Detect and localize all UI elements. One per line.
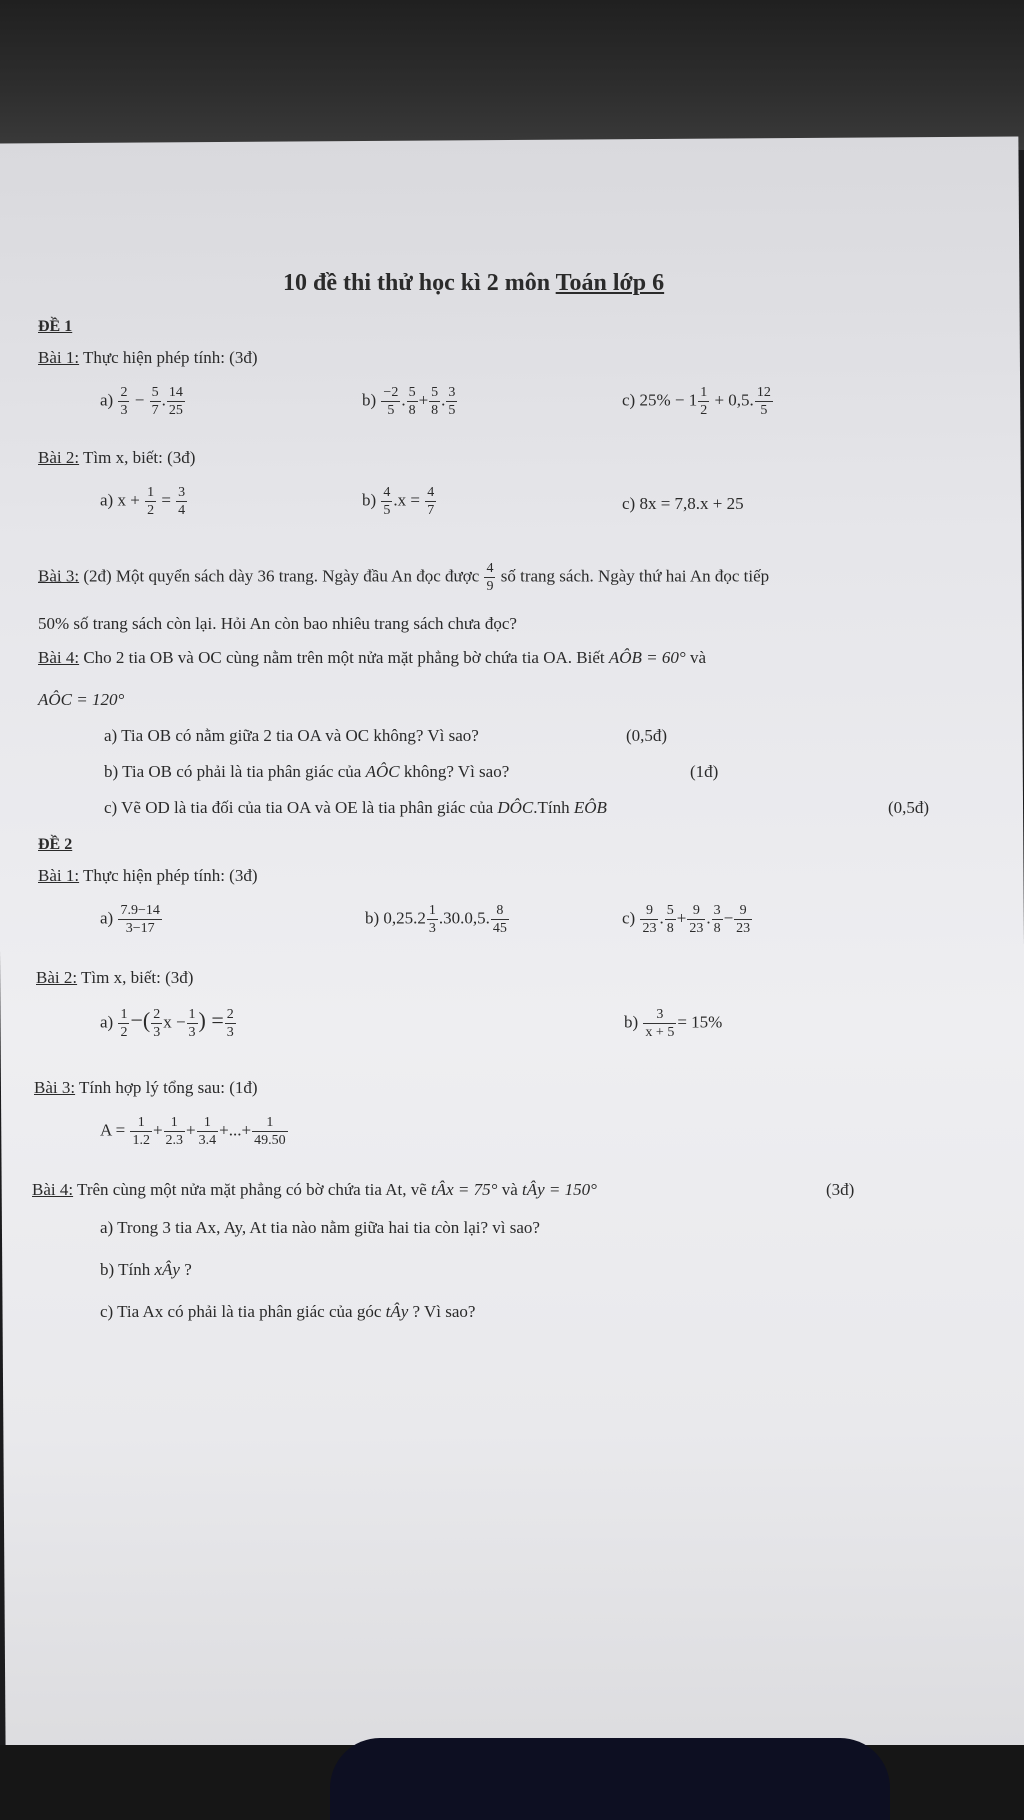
denominator: 5 bbox=[448, 403, 456, 418]
angle-expr: EÔB bbox=[573, 798, 607, 817]
item-label: c) bbox=[622, 494, 636, 513]
item-label: b) bbox=[362, 390, 377, 410]
de1-bai4-a-points: (0,5đ) bbox=[626, 726, 668, 745]
expr-text: x − bbox=[163, 1012, 186, 1032]
bai-text: Tính hợp lý tổng sau: (1đ) bbox=[75, 1078, 258, 1097]
angle-expr: AÔC bbox=[365, 762, 400, 781]
numerator: 2 bbox=[153, 1007, 161, 1022]
bai-label: Bài 4: bbox=[32, 1180, 74, 1199]
fraction bbox=[164, 1114, 186, 1149]
bai-label: Bài 1: bbox=[38, 348, 80, 367]
fraction bbox=[167, 384, 185, 419]
numerator: 3 bbox=[178, 485, 186, 500]
expr-text: 0,25.2 bbox=[383, 908, 426, 928]
document-title bbox=[283, 270, 664, 297]
fraction bbox=[252, 1114, 288, 1149]
fraction bbox=[118, 902, 161, 937]
item-label: b) bbox=[624, 1012, 639, 1032]
denominator: 8 bbox=[408, 403, 416, 418]
fraction bbox=[197, 1114, 219, 1149]
item-label: a) bbox=[100, 490, 114, 510]
fraction bbox=[118, 1006, 129, 1041]
fraction bbox=[150, 384, 161, 419]
de1-bai4-b-points: (1đ) bbox=[690, 762, 719, 781]
numerator: 4 bbox=[486, 561, 494, 576]
fraction bbox=[712, 902, 723, 937]
de1-bai4-c-points: (0,5đ) bbox=[888, 798, 930, 817]
operator: ) = bbox=[198, 1007, 224, 1033]
denominator: 25 bbox=[168, 403, 183, 418]
bai-label: Bài 3: bbox=[34, 1078, 76, 1097]
numerator: 1 bbox=[197, 1114, 219, 1132]
bai-text: Cho 2 tia OB và OC cùng nằm trên một nửa mặt phẳng bờ chứa tia OA. Biết bbox=[79, 648, 605, 667]
de1-bai3-line2: 50% số trang sách còn lại. Hỏi An còn bao nhiêu trang sách chưa đọc? bbox=[38, 614, 517, 633]
operator: . bbox=[161, 390, 166, 410]
bai-label: Bài 3: bbox=[38, 566, 80, 586]
denominator: 2.3 bbox=[165, 1133, 184, 1148]
title-subject: Toán lớp 6 bbox=[555, 270, 665, 296]
de1-bai4-line1 bbox=[38, 648, 706, 668]
fraction bbox=[491, 902, 509, 937]
operator: . bbox=[401, 390, 406, 410]
de2-bai4-b bbox=[100, 1260, 192, 1280]
fraction bbox=[225, 1006, 236, 1041]
expr-text: 8x = 7,8.x + 25 bbox=[639, 494, 744, 513]
expr-text: +...+ bbox=[219, 1120, 252, 1140]
denominator: 7 bbox=[427, 503, 435, 518]
de1-bai2-a bbox=[100, 484, 188, 519]
de1-bai4-c bbox=[104, 798, 607, 818]
bai-text: Tìm x, biết: (3đ) bbox=[79, 448, 196, 467]
item-label: b) bbox=[365, 908, 380, 928]
de2-bai1-b bbox=[365, 902, 510, 937]
de1-heading: ĐỀ 1 bbox=[38, 318, 73, 335]
numerator: 9 bbox=[640, 902, 658, 920]
numerator: 5 bbox=[408, 385, 416, 400]
fraction bbox=[643, 1006, 676, 1041]
bai-text: Tìm x, biết: (3đ) bbox=[77, 968, 194, 987]
denominator: 3−17 bbox=[125, 921, 155, 936]
numerator: 1 bbox=[428, 903, 436, 918]
de2-bai4-points: (3đ) bbox=[826, 1180, 855, 1199]
denominator: 4 bbox=[178, 503, 186, 518]
fraction bbox=[151, 1006, 162, 1041]
numerator: 5 bbox=[666, 903, 674, 918]
operator: . bbox=[706, 908, 711, 928]
item-text: ? bbox=[184, 1260, 192, 1279]
item-text: c) Vẽ OD là tia đối của tia OA và OE là tia phân giác của bbox=[104, 798, 494, 817]
denominator: 8 bbox=[713, 921, 721, 936]
operator: . bbox=[659, 908, 664, 928]
angle-expr: AÔB = 60° bbox=[608, 648, 686, 667]
numerator: 9 bbox=[734, 902, 752, 920]
expr-text: .x = bbox=[393, 490, 421, 510]
expr-text: = 15% bbox=[677, 1012, 723, 1032]
denominator: 2 bbox=[147, 503, 155, 518]
de2-heading: ĐỀ 2 bbox=[38, 836, 73, 853]
denominator: 5 bbox=[387, 403, 395, 418]
de1-bai1-a bbox=[100, 384, 186, 419]
expr-text: x + bbox=[117, 490, 140, 510]
fraction bbox=[755, 384, 773, 419]
numerator: 1 bbox=[147, 485, 155, 500]
expr-text: 25% − 1 bbox=[639, 390, 698, 410]
bai-label: Bài 2: bbox=[36, 968, 78, 987]
bai-label: Bài 4: bbox=[38, 648, 80, 667]
numerator: 3 bbox=[713, 903, 721, 918]
item-text: c) Tia Ax có phải là tia phân giác của góc bbox=[100, 1302, 382, 1321]
expr-text: + 0,5. bbox=[714, 390, 754, 410]
operator: −( bbox=[130, 1007, 151, 1033]
de2-bai3-expr: A = $\frac{1}{1.2}$ + $\frac{1}{2.3}$ + $\frac{1}{3.4}$ +...+ $\frac{1}{49.50}$ bbox=[100, 1115, 286, 1148]
de1-bai1-heading bbox=[38, 348, 258, 368]
denominator: 1.2 bbox=[132, 1133, 150, 1148]
denominator: 49.50 bbox=[254, 1133, 286, 1148]
fraction bbox=[429, 384, 440, 419]
denominator: 5 bbox=[760, 403, 768, 418]
fraction bbox=[734, 902, 752, 937]
bai-label: Bài 1: bbox=[38, 866, 80, 885]
de2-bai4-line1 bbox=[32, 1180, 597, 1200]
item-label: a) bbox=[100, 390, 114, 410]
bai-text: Thực hiện phép tính: (3đ) bbox=[79, 348, 258, 367]
de2-bai3-heading bbox=[34, 1078, 258, 1098]
item-label: c) bbox=[622, 908, 636, 928]
fraction bbox=[484, 560, 495, 595]
fraction bbox=[118, 384, 129, 419]
numerator: −2 bbox=[383, 385, 399, 400]
numerator: 3 bbox=[448, 385, 456, 400]
numerator: 5 bbox=[151, 385, 159, 400]
de2-bai1-a bbox=[100, 902, 163, 937]
title-prefix: 10 đề thi thử học kì 2 môn bbox=[283, 270, 556, 296]
numerator: 2 bbox=[226, 1007, 234, 1022]
de1-bai2-heading bbox=[38, 448, 195, 468]
denominator: 3 bbox=[120, 403, 128, 418]
de2-bai1-c bbox=[622, 902, 753, 937]
item-text: ? Vì sao? bbox=[412, 1302, 476, 1321]
numerator: 8 bbox=[491, 902, 509, 920]
angle-expr: tÂx = 75° bbox=[431, 1180, 498, 1199]
denominator: 5 bbox=[383, 503, 391, 518]
fraction bbox=[687, 902, 705, 937]
de2-bai2-heading bbox=[36, 968, 193, 988]
bai-text: Thực hiện phép tính: (3đ) bbox=[79, 866, 258, 885]
item-text: b) Tính bbox=[100, 1260, 151, 1279]
numerator: 4 bbox=[383, 485, 391, 500]
fraction bbox=[665, 902, 676, 937]
angle-expr: DÔC bbox=[497, 798, 534, 817]
denominator: 45 bbox=[492, 921, 507, 936]
de1-bai4-angle: AÔC = 120° bbox=[38, 690, 125, 709]
denominator: 3 bbox=[226, 1025, 234, 1040]
fraction bbox=[640, 902, 658, 937]
item-label: c) bbox=[622, 390, 636, 410]
item-label: a) bbox=[100, 1012, 114, 1032]
numerator: 1 bbox=[700, 385, 708, 400]
numerator: 9 bbox=[687, 902, 705, 920]
denominator: 3.4 bbox=[198, 1133, 217, 1148]
denominator: 3 bbox=[153, 1025, 161, 1040]
de2-bai2-b bbox=[624, 1006, 722, 1041]
operator: − bbox=[723, 908, 734, 928]
item-text: .Tính bbox=[533, 798, 570, 817]
de2-bai4-a: a) Trong 3 tia Ax, Ay, At tia nào nằm giữa hai tia còn lại? vì sao? bbox=[100, 1218, 540, 1237]
de2-bai1-heading bbox=[38, 866, 258, 886]
bai-text: và bbox=[689, 648, 706, 667]
de1-bai1-c bbox=[622, 384, 774, 419]
expr-text: .30.0,5. bbox=[438, 908, 490, 928]
numerator: 2 bbox=[120, 385, 128, 400]
denominator: 23 bbox=[736, 921, 751, 936]
fraction bbox=[381, 384, 400, 419]
denominator: x + 5 bbox=[645, 1025, 675, 1040]
de1-bai3-line1 bbox=[38, 560, 769, 595]
bai-text: Trên cùng một nửa mặt phẳng có bờ chứa tia At, vẽ bbox=[73, 1180, 427, 1199]
fraction bbox=[698, 384, 709, 419]
item-label: a) bbox=[100, 908, 114, 928]
operator: − bbox=[134, 390, 145, 410]
expr-text: A = bbox=[100, 1120, 126, 1140]
fraction bbox=[381, 484, 392, 519]
operator: + bbox=[676, 908, 687, 928]
denominator: 3 bbox=[428, 921, 436, 936]
bai-text: (2đ) Một quyển sách dày 36 trang. Ngày đầu An đọc được bbox=[79, 566, 480, 586]
fraction bbox=[425, 484, 436, 519]
numerator: 1 bbox=[130, 1114, 152, 1132]
bai-label: Bài 2: bbox=[38, 448, 80, 467]
fraction bbox=[407, 384, 418, 419]
de1-bai4-a: a) Tia OB có nằm giữa 2 tia OA và OC không? Vì sao? bbox=[104, 726, 479, 745]
numerator: 3 bbox=[643, 1006, 676, 1024]
numerator: 12 bbox=[756, 385, 771, 400]
denominator: 7 bbox=[151, 403, 159, 418]
denominator: 23 bbox=[689, 921, 704, 936]
denominator: 9 bbox=[486, 579, 494, 594]
numerator: 1 bbox=[188, 1007, 196, 1022]
numerator: 14 bbox=[168, 385, 183, 400]
denominator: 2 bbox=[700, 403, 708, 418]
bai-text: và bbox=[501, 1180, 518, 1199]
fraction bbox=[145, 484, 156, 519]
fraction bbox=[446, 384, 457, 419]
fraction bbox=[176, 484, 187, 519]
denominator: 3 bbox=[188, 1025, 196, 1040]
bai-text: số trang sách. Ngày thứ hai An đọc tiếp bbox=[500, 566, 770, 586]
numerator: 1 bbox=[164, 1114, 186, 1132]
de1-bai4-b bbox=[104, 762, 509, 782]
de1-bai1-b bbox=[362, 384, 458, 419]
angle-expr: tÂy = 150° bbox=[522, 1180, 597, 1199]
numerator: 5 bbox=[431, 385, 439, 400]
de2-bai4-c bbox=[100, 1302, 475, 1322]
operator: . bbox=[441, 390, 446, 410]
numerator: 4 bbox=[427, 485, 435, 500]
angle-expr: xÂy bbox=[154, 1260, 180, 1279]
fraction bbox=[187, 1006, 198, 1041]
item-text: không? Vì sao? bbox=[403, 762, 510, 781]
item-text: b) Tia OB có phải là tia phân giác của bbox=[104, 762, 362, 781]
de1-bai2-b bbox=[362, 484, 437, 519]
denominator: 23 bbox=[642, 921, 657, 936]
operator: + bbox=[418, 390, 429, 410]
denominator: 8 bbox=[666, 921, 674, 936]
fraction bbox=[427, 902, 438, 937]
angle-expr: tÂy bbox=[385, 1302, 409, 1321]
expr-text: = bbox=[161, 490, 171, 510]
item-label: b) bbox=[362, 490, 377, 510]
denominator: 2 bbox=[120, 1025, 128, 1040]
fraction bbox=[130, 1114, 152, 1149]
de1-bai2-c bbox=[622, 494, 744, 514]
de2-bai2-a bbox=[100, 1006, 237, 1041]
numerator: 1 bbox=[120, 1007, 128, 1022]
denominator: 8 bbox=[431, 403, 439, 418]
numerator: 7.9−14 bbox=[120, 903, 160, 918]
numerator: 1 bbox=[252, 1114, 288, 1132]
